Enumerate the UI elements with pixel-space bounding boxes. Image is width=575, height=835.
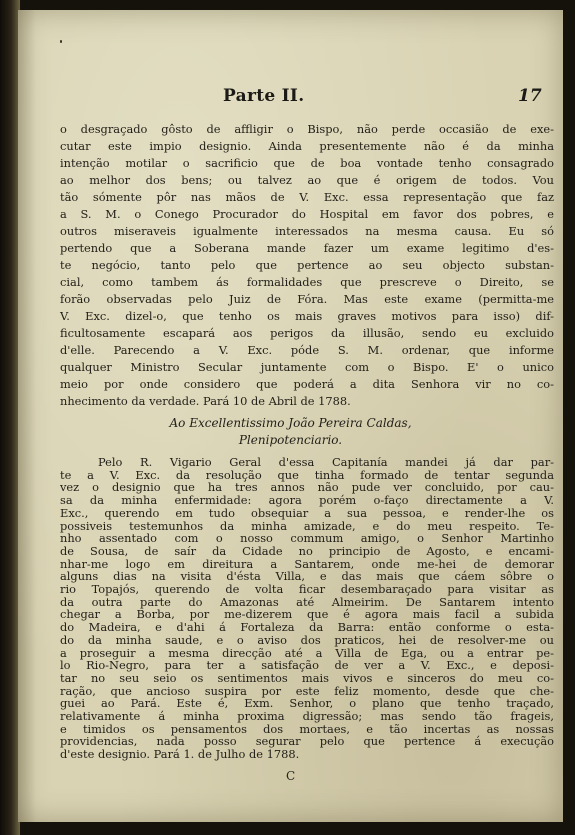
text-line: nhecimento da verdade. Pará 10 de Abril de 1788. [60,394,351,408]
text-line: d'elle. Parecendo a V. Exc. póde S. M. ordenar, que informe [60,343,554,357]
page-number: 17 [518,86,542,106]
text-line: pertendo que a Soberana mande fazer um exame legitimo d'es- [60,241,554,255]
text-line: ficultosamente escapará aos perigos da illusão, sendo eu excluido [60,326,554,340]
book-page [18,10,563,822]
text-line: V. Exc. dizel-o, que tenho os mais graves motivos para isso) dif- [60,309,554,323]
text-line: guei ao Pará. Este é, Exm. Senhor, o plano que tenho traçado, [60,696,554,711]
text-line: nhar-me logo em direitura a Santarem, onde me-hei de demorar [60,556,554,571]
book-binding-edge [0,0,20,835]
section-title: Parte II. [223,86,305,106]
text-line: rio Topajós, querendo de volta ficar desembaraçado para visitar as [60,582,554,596]
text-line: providencias, nada posso segurar pelo que pertence á execução [60,734,554,749]
ink-speck [60,40,62,43]
text-line: ao melhor dos bens; ou talvez ao que é origem de todos. Vou [60,173,554,187]
text-line: te negócio, tanto pelo que pertence ao seu objecto substan- [60,258,554,272]
text-line: intenção motilar o sacrificio que de boa vontade tenho consagrado [60,156,554,170]
text-line: nho assentado com o nosso commum amigo, o Senhor Martinho [60,531,554,546]
text-line: d'este designio. Pará 1. de Julho de 1788. [60,747,300,762]
text-line: do da minha saude, e o aviso dos praticos, hei de resolver-me ou [60,632,554,647]
text-line: e timidos os pensamentos dos mortaes, e tão incertas as nossas [60,721,554,736]
text-line: de Sousa, de saír da Cidade no principio de Agosto, e encami- [60,543,554,558]
text-line: meio por onde considero que poderá a dita Senhora vir no co- [60,377,554,391]
text-line: alguns dias na visita d'ésta Villa, e das mais que cáem sôbre o [60,569,554,584]
text-line: te a V. Exc. da resolução que tinha formado de tentar segunda [60,467,554,482]
text-line: cial, como tambem ás formalidades que prescreve o Direito, se [60,275,554,289]
text-line: a S. M. o Conego Procurador do Hospital em favor dos pobres, e [60,207,554,221]
running-header [18,86,563,112]
text-line: Exc., querendo em tudo obsequiar a sua pessoa, e render-lhe os [60,505,554,520]
text-line: relativamente á minha proxima digressão; mas sendo tão frageis, [60,709,554,723]
text-line: da outra parte do Amazonas até Almeirim. De Santarem intento [60,594,554,609]
text-line: Pelo R. Vigario Geral d'essa Capitanía mandei já dar par- [98,455,554,469]
addressee-title: Plenipotenciario. [238,433,343,447]
text-line: lo Rio-Negro, para ter a satisfação de ver a V. Exc., e deposi- [60,658,554,673]
text-line: ração, que ancioso suspira por este feliz momento, desde que che- [60,683,554,698]
text-line: tão sómente pôr nas mãos de V. Exc. essa representação que faz [60,190,554,204]
letter-addressee: Ao Excellentissimo João Pereira Caldas, [169,416,412,430]
text-line: chegar a Borba, por me-dizerem que é agora mais facil a subida [60,607,554,622]
text-line: a proseguir a mesma direcção até a Villa de Ega, ou a entrar pe- [60,645,554,660]
text-line: sa da minha enfermidade: agora porém o-faço directamente a V. [60,493,554,508]
text-line: qualquer Ministro Secular juntamente com o Bispo. E' o unico [60,360,554,374]
text-line: cutar este impio designio. Ainda presentemente não é da minha [60,139,554,153]
text-line: vez o designio que ha tres annos não pude ver concluido, por cau- [60,480,554,495]
text-line: outros miseraveis igualmente interessados na mesma causa. Eu só [60,224,554,238]
printer-signature-mark: C [286,768,296,783]
text-line: o desgraçado gôsto de affligir o Bispo, não perde occasião de exe- [60,122,554,136]
text-line: possiveis testemunhos da minha amizade, e do meu respeito. Te- [60,518,554,533]
text-line: tar no seu seio os sentimentos mais vivos e sinceros do meu co- [60,670,554,685]
text-line: do Madeira, e d'ahi á Fortaleza da Barra: então conforme o esta- [60,620,554,635]
text-line: forão observadas pelo Juiz de Fóra. Mas este exame (permitta-me [60,292,554,306]
